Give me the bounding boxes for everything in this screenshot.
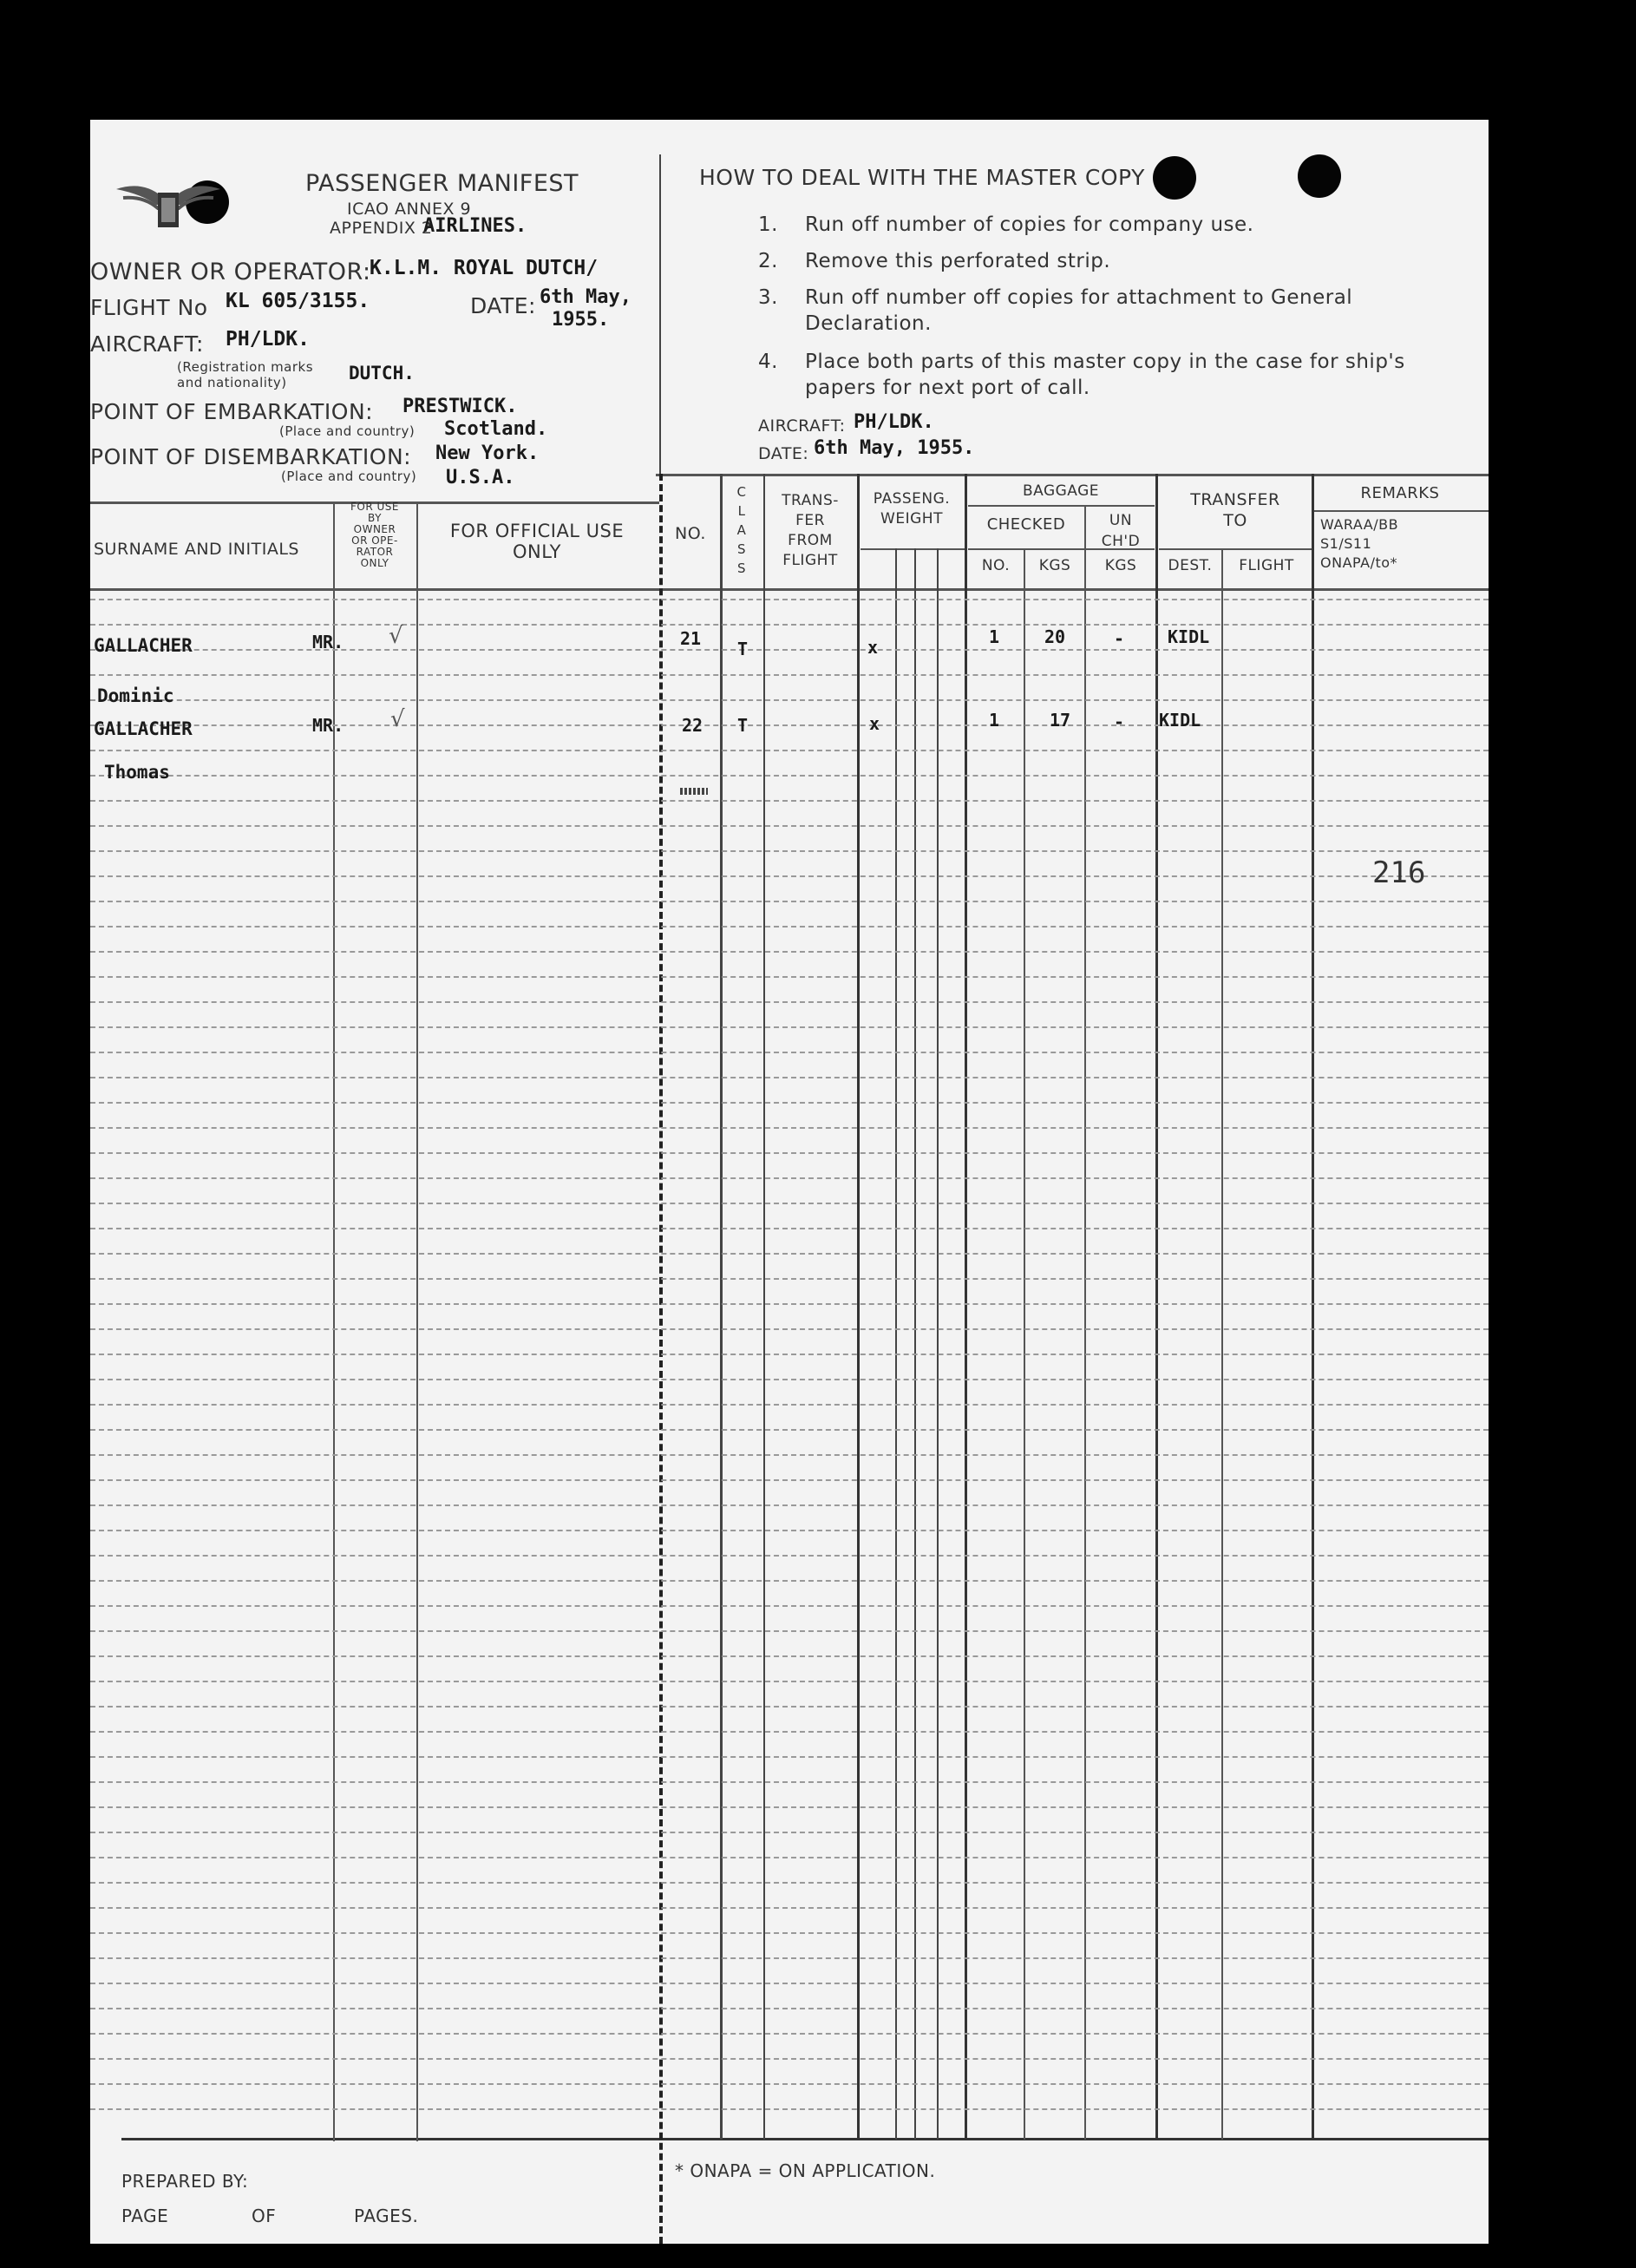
class-letter-1: C — [736, 484, 747, 500]
row-rule — [90, 800, 1489, 802]
manifest-sheet — [90, 120, 1489, 2244]
row-rule — [90, 1530, 1489, 1531]
col-header-flight: FLIGHT — [1239, 557, 1294, 574]
col-line-header-divider — [659, 154, 661, 475]
passenger-check-mark: √ — [389, 623, 403, 649]
remarks-sub-rule — [1312, 510, 1489, 512]
transfer-to-line-1: TRANSFER — [1190, 490, 1280, 509]
row-rule — [90, 901, 1489, 902]
class-letter-4: S — [736, 541, 747, 557]
row-rule — [90, 1379, 1489, 1380]
row-rule — [90, 1303, 1489, 1305]
row-rule — [90, 674, 1489, 676]
transfer-from-line-2: FER — [795, 512, 825, 529]
airlines-word: AIRLINES. — [423, 215, 527, 237]
disembarkation-note: (Place and country) — [281, 469, 417, 484]
col-header-no: NO. — [675, 524, 706, 543]
row-rule — [90, 1328, 1489, 1330]
instruction-2-number: 2. — [758, 250, 778, 272]
instruction-4-number: 4. — [758, 351, 778, 373]
row-rule — [90, 1152, 1489, 1154]
passenger-bag-kgs: 17 — [1050, 710, 1071, 731]
row-rule — [90, 599, 1489, 600]
punch-hole-middle — [1153, 156, 1196, 200]
embarkation-value: PRESTWICK. — [402, 396, 518, 417]
col-line-class-right — [763, 474, 765, 2140]
col-header-passeng-weight — [861, 489, 963, 529]
row-rule — [90, 1429, 1489, 1431]
row-rule — [90, 1957, 1489, 1959]
instruction-2-text: Remove this perforated strip. — [805, 250, 1111, 272]
row-rule — [90, 1127, 1489, 1129]
transfer-from-line-1: TRANS- — [782, 492, 839, 509]
for-use-line-4: OR OPE- — [351, 534, 398, 547]
row-rule — [90, 2083, 1489, 2085]
passeng-line-1: PASSENG. — [873, 490, 951, 508]
row-rule — [90, 1454, 1489, 1456]
row-rule — [90, 2058, 1489, 2060]
row-rule — [90, 1580, 1489, 1582]
class-letter-3: A — [736, 522, 747, 538]
footer-onapa-note: * ONAPA = ON APPLICATION. — [675, 2160, 936, 2181]
aircraft-value: PH/LDK. — [226, 328, 310, 351]
passenger-title: MR. — [312, 715, 344, 736]
table-bottom-rule — [121, 2138, 1489, 2140]
owner-value: K.L.M. ROYAL DUTCH/ — [370, 257, 599, 279]
col-header-unchd-kgs: KGS — [1104, 557, 1137, 574]
manifest-title: PASSENGER MANIFEST — [305, 170, 579, 197]
row-rule — [90, 1605, 1489, 1607]
airline-logo-icon — [108, 172, 229, 233]
col-line-weight-a — [895, 548, 897, 2140]
row-rule — [90, 1026, 1489, 1028]
row-rule — [90, 2108, 1489, 2110]
footer-pages-label: PAGES. — [354, 2206, 419, 2226]
official-line-2: ONLY — [513, 541, 561, 562]
row-rule — [90, 624, 1489, 626]
official-line-1: FOR OFFICIAL USE — [449, 521, 625, 541]
footer-of-label: OF — [252, 2206, 277, 2226]
row-rule — [90, 825, 1489, 827]
nationality-value: DUTCH. — [349, 363, 415, 383]
col-header-bag-no: NO. — [981, 557, 1011, 574]
passenger-surname: GALLACHER — [94, 635, 193, 656]
passeng-sub-rule — [861, 548, 965, 550]
row-rule — [90, 951, 1489, 953]
instruction-1-text: Run off number of copies for company use. — [805, 213, 1254, 236]
row-rule — [90, 1731, 1489, 1733]
row-rule — [90, 1354, 1489, 1355]
col-line-dest-right — [1221, 548, 1223, 2140]
transfer-from-line-3: FROM — [788, 532, 833, 549]
for-use-line-1: FOR USE — [350, 501, 399, 513]
passenger-title: MR. — [312, 632, 344, 652]
remarks-sub-line-1: WARAA/BB — [1320, 516, 1399, 533]
row-rule — [90, 1052, 1489, 1053]
instructions-date-label: DATE: — [758, 444, 809, 463]
instructions-aircraft-value: PH/LDK. — [854, 411, 934, 433]
col-header-for-use — [340, 501, 409, 569]
transfer-from-line-4: FLIGHT — [782, 552, 838, 569]
for-use-line-3: OWNER — [353, 523, 396, 535]
row-rule — [90, 1681, 1489, 1682]
date-value-line1: 6th May, — [540, 286, 631, 308]
remarks-sub-line-3: ONAPA/to* — [1320, 554, 1398, 571]
for-use-line-5: RATOR — [356, 546, 394, 558]
row-rule — [90, 1203, 1489, 1204]
registration-note-line2: and nationality) — [177, 375, 287, 390]
passenger-no: 21 — [680, 628, 702, 649]
row-rule — [90, 1630, 1489, 1632]
passenger-check-mark: √ — [390, 706, 405, 732]
row-rule — [90, 1555, 1489, 1557]
baggage-sub-rule — [968, 505, 1155, 507]
row-rule — [90, 1404, 1489, 1406]
row-rule — [90, 1102, 1489, 1104]
passenger-given-name: Thomas — [104, 762, 170, 783]
date-value-line2: 1955. — [552, 309, 610, 331]
row-rule — [90, 1278, 1489, 1280]
flight-value: KL 605/3155. — [226, 290, 370, 312]
passenger-class: T — [737, 639, 749, 659]
row-rule — [90, 976, 1489, 978]
row-rule — [90, 1479, 1489, 1481]
col-line-weight-b — [914, 548, 916, 2140]
col-header-unchd — [1088, 510, 1154, 552]
row-rule — [90, 2008, 1489, 2009]
passenger-bag-no: 1 — [989, 626, 1000, 647]
embarkation-label: POINT OF EMBARKATION: — [90, 399, 374, 424]
col-line-transfer-to-right — [1312, 474, 1314, 2140]
class-letter-5: S — [736, 560, 747, 576]
column-header-bottom-rule — [90, 588, 1489, 591]
col-header-class — [723, 482, 760, 578]
instruction-3-text: Run off number off copies for attachment to General — [805, 286, 1353, 309]
embarkation-country: Scotland. — [444, 418, 548, 440]
for-use-line-6: ONLY — [360, 557, 389, 569]
row-rule — [90, 699, 1489, 701]
row-rule — [90, 1756, 1489, 1758]
passenger-surname: GALLACHER — [94, 718, 193, 739]
owner-label: OWNER OR OPERATOR: — [90, 259, 371, 285]
punch-hole-right — [1298, 154, 1341, 198]
row-rule — [90, 1806, 1489, 1808]
passeng-line-2: WEIGHT — [880, 510, 943, 528]
registration-note-line1: (Registration marks — [177, 359, 314, 375]
row-rule — [90, 775, 1489, 777]
instruction-1-number: 1. — [758, 213, 778, 236]
flight-label: FLIGHT No — [90, 295, 208, 320]
passenger-dest: KIDL — [1168, 626, 1210, 647]
instruction-4-text-cont: papers for next port of call. — [805, 377, 1090, 399]
row-rule — [90, 1177, 1489, 1179]
col-line-official-right — [659, 474, 663, 2244]
col-header-remarks: REMARKS — [1360, 484, 1440, 502]
embarkation-note: (Place and country) — [279, 423, 416, 439]
disembarkation-label: POINT OF DISEMBARKATION: — [90, 444, 412, 469]
col-header-checked: CHECKED — [986, 515, 1066, 534]
class-letter-2: L — [737, 503, 746, 519]
row-rule — [90, 1504, 1489, 1506]
row-rule — [90, 1077, 1489, 1078]
header-right-bottom-rule — [656, 474, 1489, 476]
row-rule — [90, 1781, 1489, 1783]
col-line-unchd-right — [1155, 474, 1158, 2140]
instruction-3-number: 3. — [758, 286, 778, 309]
col-line-weight-c — [937, 548, 939, 2140]
passenger-dest: KIDL — [1159, 710, 1201, 731]
passenger-no: 22 — [682, 715, 703, 736]
passenger-weight-mark: x — [867, 637, 879, 658]
row-rule — [90, 1253, 1489, 1255]
aircraft-label: AIRCRAFT: — [90, 331, 204, 357]
instruction-4-text: Place both parts of this master copy in the case for ship's — [805, 351, 1405, 373]
col-header-surname: SURNAME AND INITIALS — [94, 540, 299, 559]
transfer-sub-rule — [1159, 548, 1312, 550]
instruction-3-text-cont: Declaration. — [805, 312, 932, 335]
passenger-given-name: Dominic — [97, 685, 174, 706]
unchd-line-1: UN — [1109, 512, 1133, 529]
row-rule — [90, 850, 1489, 852]
row-rule — [90, 1857, 1489, 1858]
col-header-transfer-from — [767, 491, 854, 571]
col-line-foruse-right — [416, 501, 418, 2141]
page-stamp-number: 216 — [1372, 855, 1426, 890]
instructions-aircraft-label: AIRCRAFT: — [758, 416, 846, 436]
row-rule — [90, 750, 1489, 751]
row-rule — [90, 1882, 1489, 1884]
row-rule — [90, 1706, 1489, 1708]
row-rule — [90, 1001, 1489, 1003]
row-rule — [90, 875, 1489, 877]
col-line-bagno-right — [1024, 548, 1025, 2140]
scribble-mark — [680, 788, 708, 795]
row-rule — [90, 1832, 1489, 1833]
col-line-transfer-right — [857, 474, 860, 2140]
icao-annex: ICAO ANNEX 9 — [347, 200, 472, 219]
footer-page-label: PAGE — [121, 2206, 169, 2226]
col-header-dest: DEST. — [1168, 557, 1213, 574]
col-line-surname-right — [333, 501, 335, 2141]
row-rule — [90, 1932, 1489, 1934]
date-label: DATE: — [470, 293, 536, 318]
col-header-remarks-sub — [1320, 515, 1398, 573]
footer-prepared-by: PREPARED BY: — [121, 2171, 249, 2192]
col-header-transfer-to — [1159, 489, 1312, 531]
row-rule — [90, 1228, 1489, 1229]
col-line-weight-right — [965, 474, 967, 2140]
col-header-official — [429, 521, 645, 562]
row-rule — [90, 1907, 1489, 1909]
instructions-title: HOW TO DEAL WITH THE MASTER COPY — [699, 165, 1145, 190]
passenger-class: T — [737, 715, 749, 736]
passenger-unchd-kgs: - — [1114, 711, 1125, 732]
row-rule — [90, 649, 1489, 651]
appendix-label: APPENDIX 2 — [330, 219, 433, 238]
remarks-sub-line-2: S1/S11 — [1320, 535, 1372, 552]
passenger-bag-kgs: 20 — [1044, 626, 1066, 647]
row-rule — [90, 2033, 1489, 2035]
passenger-unchd-kgs: - — [1114, 628, 1125, 649]
row-rule — [90, 926, 1489, 928]
for-use-line-2: BY — [368, 512, 382, 524]
disembarkation-country: U.S.A. — [446, 467, 515, 488]
passenger-weight-mark: x — [869, 713, 880, 734]
passenger-bag-no: 1 — [989, 710, 1000, 731]
instructions-date-value: 6th May, 1955. — [814, 437, 975, 459]
row-rule — [90, 1983, 1489, 1984]
col-line-no-right — [720, 474, 723, 2140]
row-rule — [90, 724, 1489, 726]
col-header-baggage: BAGGAGE — [1022, 482, 1100, 500]
row-rule — [90, 1655, 1489, 1657]
transfer-to-line-2: TO — [1223, 511, 1247, 530]
unchd-line-2: CH'D — [1101, 533, 1141, 550]
col-header-kgs: KGS — [1038, 557, 1071, 574]
disembarkation-value: New York. — [435, 442, 540, 464]
